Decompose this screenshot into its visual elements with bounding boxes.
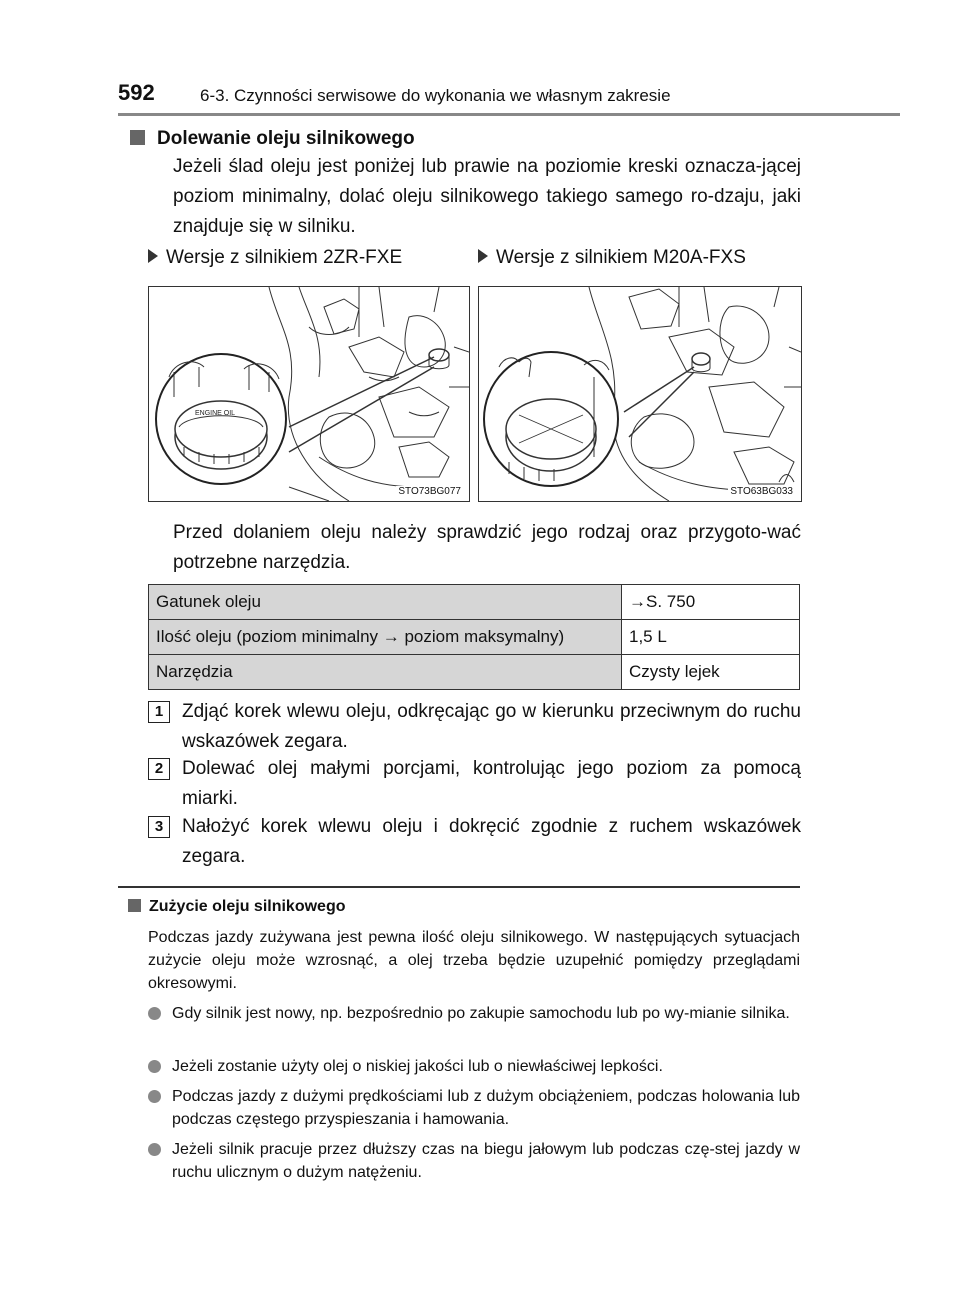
table-key: Gatunek oleju	[149, 585, 622, 620]
step-text: Dolewać olej małymi porcjami, kontrolując jego poziom za pomocą miarki.	[182, 758, 801, 809]
bullet-dot-icon	[148, 1007, 161, 1020]
section-title	[130, 128, 415, 150]
intro-paragraph: Jeżeli ślad oleju jest poniżej lub prawie na poziomie kreski oznacza-jącej poziom minimalny, dolać oleju silnikowego takiego samego ro-dzaju, jaki znajduje się w silniku.	[173, 156, 801, 237]
square-bullet-icon	[130, 130, 145, 145]
list-item-text: Gdy silnik jest nowy, np. bezpośrednio po zakupie samochodu lub po wy-mianie silnika.	[172, 1005, 790, 1022]
note-divider	[118, 886, 800, 888]
engine-illustration-left	[148, 286, 470, 502]
table-row	[149, 655, 800, 690]
table-key: Ilość oleju (poziom minimalny → poziom maksymalny)	[149, 620, 622, 655]
list-item	[148, 1138, 800, 1184]
table-value: →S. 750	[622, 585, 800, 620]
bullet-dot-icon	[148, 1060, 161, 1073]
list-item-text: Jeżeli zostanie użyty olej o niskiej jakości lub o niewłaściwej lepkości.	[172, 1058, 663, 1075]
note-intro: Podczas jazdy zużywana jest pewna ilość oleju silnikowego. W następujących sytuacjach zużycie oleju może wzrosnąć, a olej trzeba będzie uzupełnić pomiędzy przeglądami okresowymi.	[148, 929, 800, 992]
list-item	[148, 1002, 800, 1025]
bullet-dot-icon	[148, 1090, 161, 1103]
engine-drawing-left	[149, 287, 469, 501]
step-number: 2	[148, 758, 170, 780]
step-item	[148, 754, 801, 814]
table-row	[149, 585, 800, 620]
section-title-text: Dolewanie oleju silnikowego	[157, 128, 415, 149]
step-text: Zdjąć korek wlewu oleju, odkręcając go w kierunku przeciwnym do ruchu wskazówek zegara.	[182, 701, 801, 752]
step-item	[148, 697, 801, 757]
list-item-text: Podczas jazdy z dużymi prędkościami lub z dużym obciążeniem, podczas holowania lub podczas częstego przyspieszania i hamowania.	[172, 1088, 800, 1128]
preparation-paragraph: Przed dolaniem oleju należy sprawdzić jego rodzaj oraz przygoto-wać potrzebne narzędzia.	[173, 522, 801, 573]
note-title	[128, 898, 345, 916]
step-number: 1	[148, 701, 170, 723]
step-item	[148, 812, 801, 872]
version-right-text: Wersje z silnikiem M20A-FXS	[496, 247, 746, 268]
image-code-left: STO73BG077	[398, 486, 461, 497]
list-item	[148, 1085, 800, 1131]
note-title-text: Zużycie oleju silnikowego	[149, 898, 346, 915]
bullet-dot-icon	[148, 1143, 161, 1156]
step-text: Nałożyć korek wlewu oleju i dokręcić zgodnie z ruchem wskazówek zegara.	[182, 816, 801, 867]
page-number: 592	[118, 80, 155, 105]
oil-info-table	[148, 584, 800, 690]
engine-illustration-right	[478, 286, 802, 502]
version-label-left	[148, 247, 402, 269]
triangle-arrow-icon	[478, 249, 488, 263]
table-value: Czysty lejek	[622, 655, 800, 690]
engine-oil-cap-label: ENGINE OIL	[195, 410, 236, 417]
table-value: 1,5 L	[622, 620, 800, 655]
list-item-text: Jeżeli silnik pracuje przez dłuższy czas na biegu jałowym lub podczas czę-stej jazdy w ruchu ulicznym o dużym natężeniu.	[172, 1141, 800, 1181]
version-left-text: Wersje z silnikiem 2ZR-FXE	[166, 247, 403, 268]
list-item	[148, 1055, 800, 1078]
image-code-right: STO63BG033	[730, 486, 793, 497]
engine-drawing-right	[479, 287, 801, 501]
square-bullet-icon	[128, 899, 141, 912]
chapter-title: 6-3. Czynności serwisowe do wykonania we własnym zakresie	[200, 86, 671, 105]
triangle-arrow-icon	[148, 249, 158, 263]
table-key: Narzędzia	[149, 655, 622, 690]
header-divider	[118, 113, 900, 116]
table-row	[149, 620, 800, 655]
version-label-right	[478, 247, 746, 269]
step-number: 3	[148, 816, 170, 838]
